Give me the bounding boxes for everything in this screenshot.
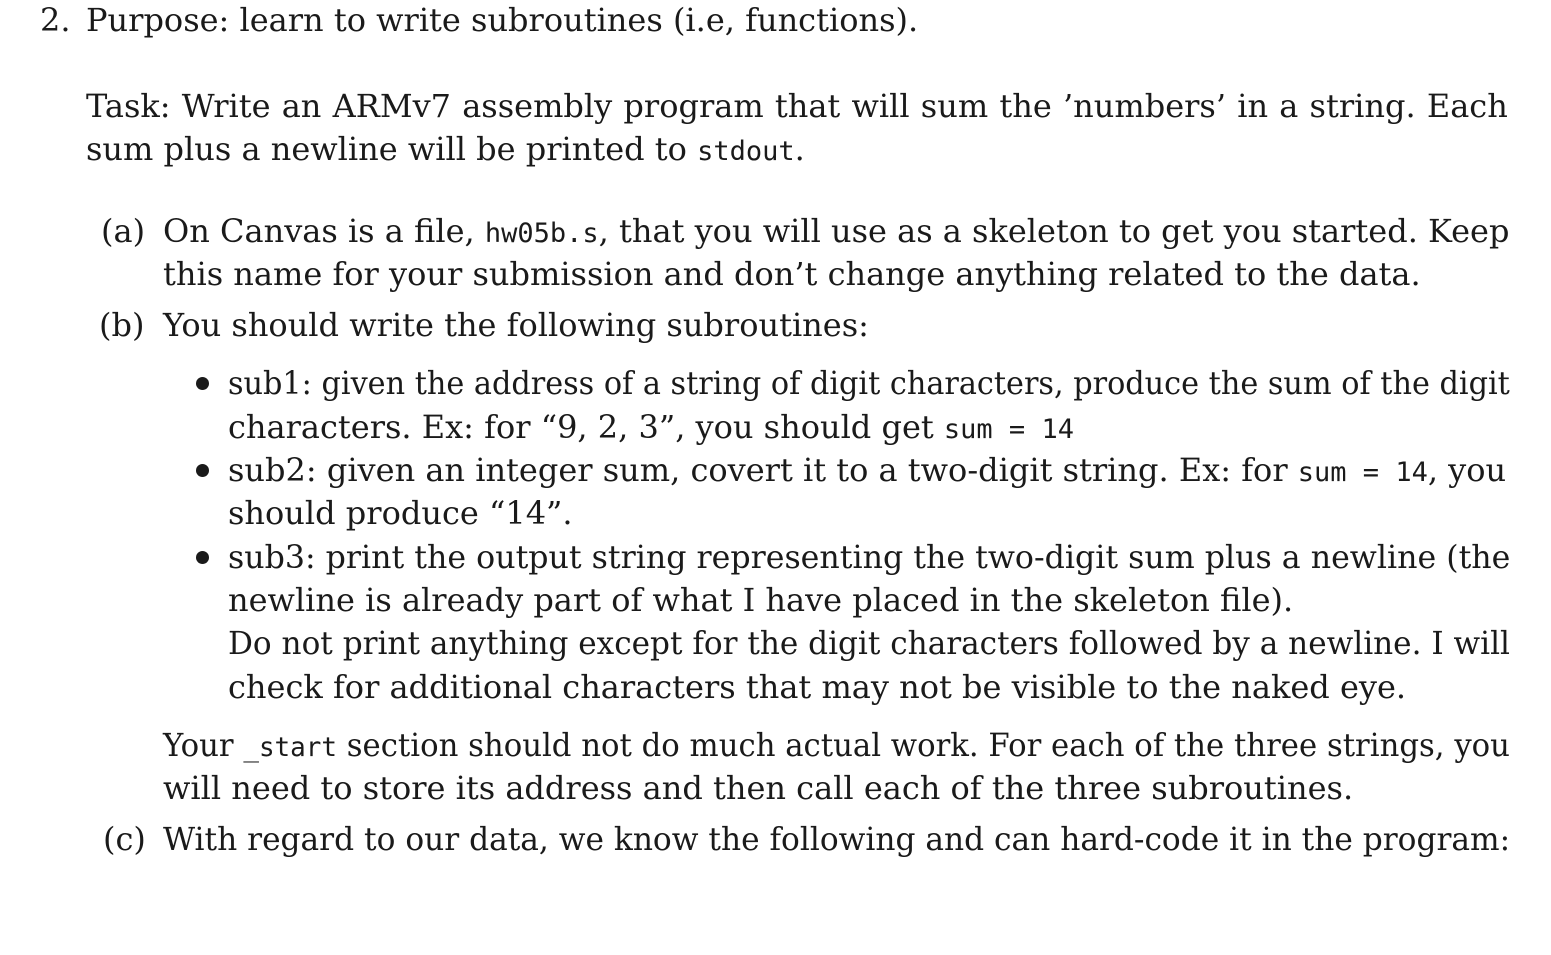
sub2-line-1 bbox=[228, 450, 1506, 493]
sub2-line-2: should produce “14”. bbox=[228, 494, 573, 532]
part-a-prefix: On Canvas is a file, bbox=[163, 212, 485, 250]
task-word: will bbox=[851, 87, 910, 125]
start-note-suffix: section should not do much actual work. For each of the three strings, you bbox=[337, 726, 1510, 764]
start-code: _start bbox=[243, 732, 338, 763]
task-word: assembly bbox=[462, 87, 613, 125]
task-word: sum bbox=[920, 87, 989, 125]
task-word: an bbox=[281, 87, 322, 125]
task-word: in bbox=[1237, 87, 1269, 125]
task-line-2-text: sum plus a newline will be printed to bbox=[86, 130, 698, 168]
bullet-dot-icon bbox=[196, 377, 209, 390]
sum-code: sum = 14 bbox=[943, 414, 1074, 445]
sub3-line-3: Do not print anything except for the digit characters followed by a newline. I will bbox=[228, 624, 1510, 662]
part-b-intro: You should write the following subroutines: bbox=[163, 306, 869, 344]
part-b-label: (b) bbox=[99, 306, 145, 344]
start-note-prefix: Your bbox=[163, 726, 244, 764]
task-word: Each bbox=[1426, 87, 1508, 125]
sub2-line-1-suffix: , you bbox=[1427, 451, 1507, 489]
part-c-text: With regard to our data, we know the following and can hard-code it in the program: bbox=[163, 820, 1511, 858]
part-a-line-1 bbox=[163, 211, 1509, 254]
task-word: that bbox=[774, 87, 841, 125]
start-note-line-1 bbox=[163, 725, 1510, 768]
task-line-1 bbox=[86, 86, 1508, 126]
sub2-line-1-text: sub2: given an integer sum, covert it to a two-digit string. Ex: for bbox=[228, 451, 1298, 489]
item-number: 2. bbox=[40, 1, 71, 39]
task-word: Write bbox=[181, 87, 271, 125]
task-word: program bbox=[623, 87, 764, 125]
task-line-2 bbox=[86, 129, 805, 172]
sub1-line-1: sub1: given the address of a string of digit characters, produce the sum of the digit bbox=[228, 364, 1510, 402]
part-a-suffix: , that you will use as a skeleton to get you started. Keep bbox=[598, 212, 1510, 250]
task-word: ’numbers’ bbox=[1062, 87, 1227, 125]
stdout-code: stdout bbox=[697, 136, 795, 167]
task-word: ARMv7 bbox=[332, 87, 452, 125]
bullet-dot-icon bbox=[196, 464, 209, 477]
part-a-label: (a) bbox=[101, 212, 146, 250]
task-line-2-suffix: . bbox=[794, 130, 805, 168]
bullet-dot-icon bbox=[196, 551, 209, 564]
sub3-line-4: check for additional characters that may not be visible to the naked eye. bbox=[228, 668, 1407, 706]
sub1-line-2-text: characters. Ex: for “9, 2, 3”, you should get bbox=[228, 408, 944, 446]
purpose-line: Purpose: learn to write subroutines (i.e, functions). bbox=[86, 1, 919, 39]
sum-code: sum = 14 bbox=[1297, 457, 1428, 488]
start-note-line-2: will need to store its address and then call each of the three subroutines. bbox=[163, 769, 1354, 807]
filename-code: hw05b.s bbox=[484, 218, 599, 249]
sub3-line-1: sub3: print the output string representing the two-digit sum plus a newline (the bbox=[228, 538, 1511, 576]
sub3-line-2: newline is already part of what I have placed in the skeleton file). bbox=[228, 581, 1294, 619]
sub1-line-2 bbox=[228, 407, 1074, 450]
part-a-line-2: this name for your submission and don’t change anything related to the data. bbox=[163, 255, 1421, 293]
task-word: string. bbox=[1309, 87, 1416, 125]
task-word: Task: bbox=[86, 87, 171, 125]
task-word: a bbox=[1279, 87, 1299, 125]
task-word: the bbox=[999, 87, 1052, 125]
part-c-label: (c) bbox=[103, 820, 146, 858]
